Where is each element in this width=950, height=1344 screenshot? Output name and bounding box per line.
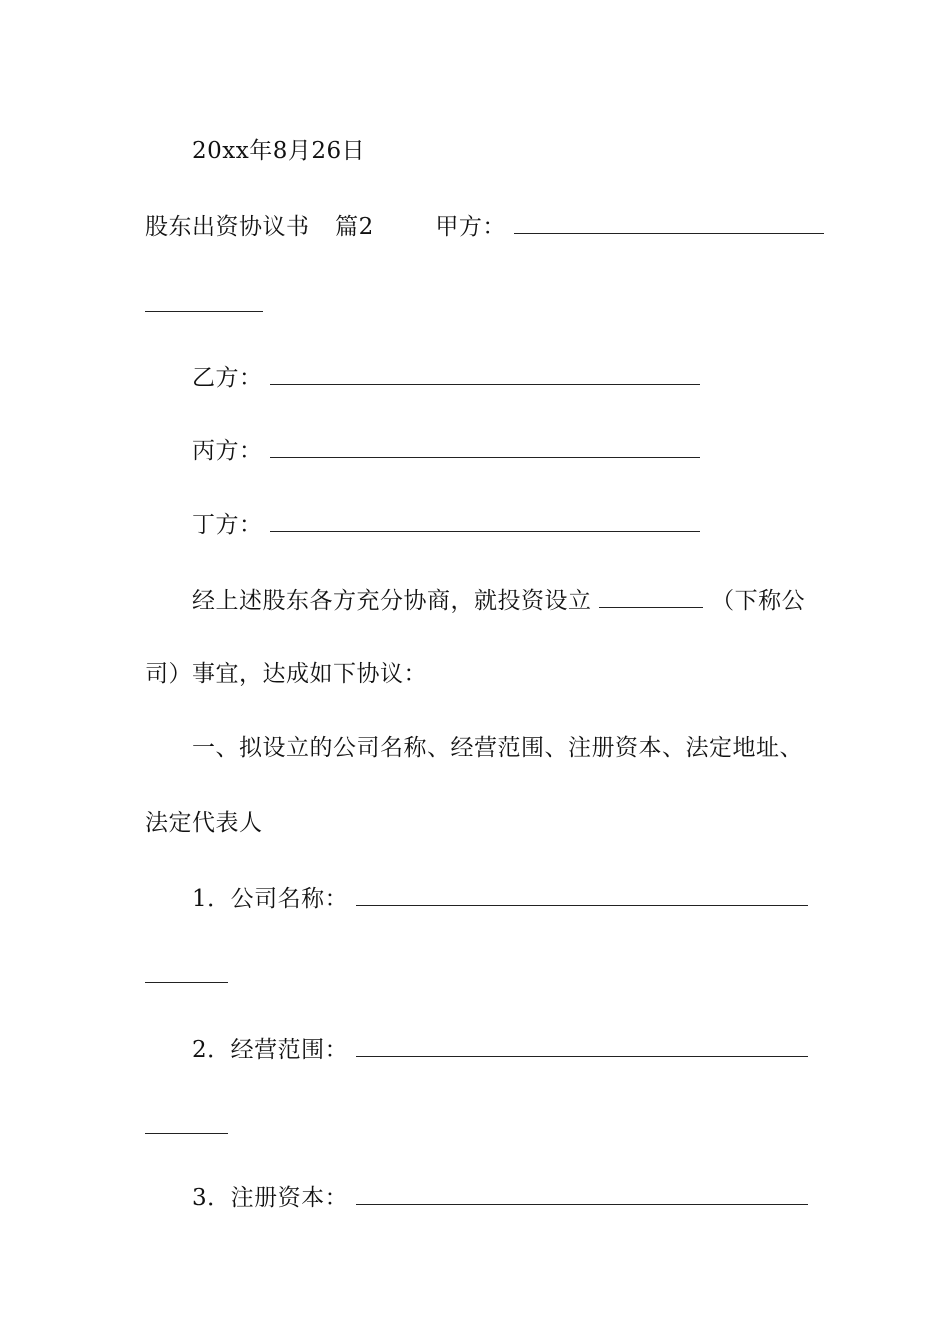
item-1-label: 1．公司名称： [192, 886, 349, 912]
intro-line-2: 司）事宜，达成如下协议： [145, 661, 427, 687]
party-d-label: 丁方： [192, 512, 263, 538]
party-c-blank[interactable] [270, 435, 700, 458]
party-a-blank[interactable] [514, 211, 824, 234]
item-2-blank[interactable] [356, 1034, 808, 1057]
party-b-line [192, 362, 700, 393]
document-part: 篇2 [335, 214, 374, 240]
party-d-blank[interactable] [270, 509, 700, 532]
party-b-label: 乙方： [192, 365, 263, 391]
document-title: 股东出资协议书 [145, 214, 310, 240]
item-1-blank-continued[interactable] [145, 981, 228, 983]
item-2-label: 2．经营范围： [192, 1037, 349, 1063]
item-2-line [192, 1034, 808, 1065]
item-3-blank[interactable] [356, 1182, 808, 1205]
item-3-label: 3．注册资本： [192, 1185, 349, 1211]
company-name-blank[interactable] [599, 585, 703, 608]
item-1-line [192, 883, 808, 914]
intro-line-1: 经上述股东各方充分协商，就投资设立 （下称公 [192, 585, 805, 616]
document-date: 20xx年8月26日 [192, 138, 366, 164]
section-1-heading-line-1: 一、拟设立的公司名称、经营范围、注册资本、法定地址、 [192, 735, 803, 761]
party-a-blank-continued[interactable] [145, 310, 263, 312]
item-3-line [192, 1182, 808, 1213]
section-1-heading-line-2: 法定代表人 [145, 810, 263, 836]
party-b-blank[interactable] [270, 362, 700, 385]
title-line [145, 211, 824, 242]
item-1-blank[interactable] [356, 883, 808, 906]
party-a-label: 甲方： [435, 214, 506, 240]
party-d-line [192, 509, 700, 540]
party-c-line [192, 435, 700, 466]
item-2-blank-continued[interactable] [145, 1132, 228, 1134]
party-c-label: 丙方： [192, 438, 263, 464]
